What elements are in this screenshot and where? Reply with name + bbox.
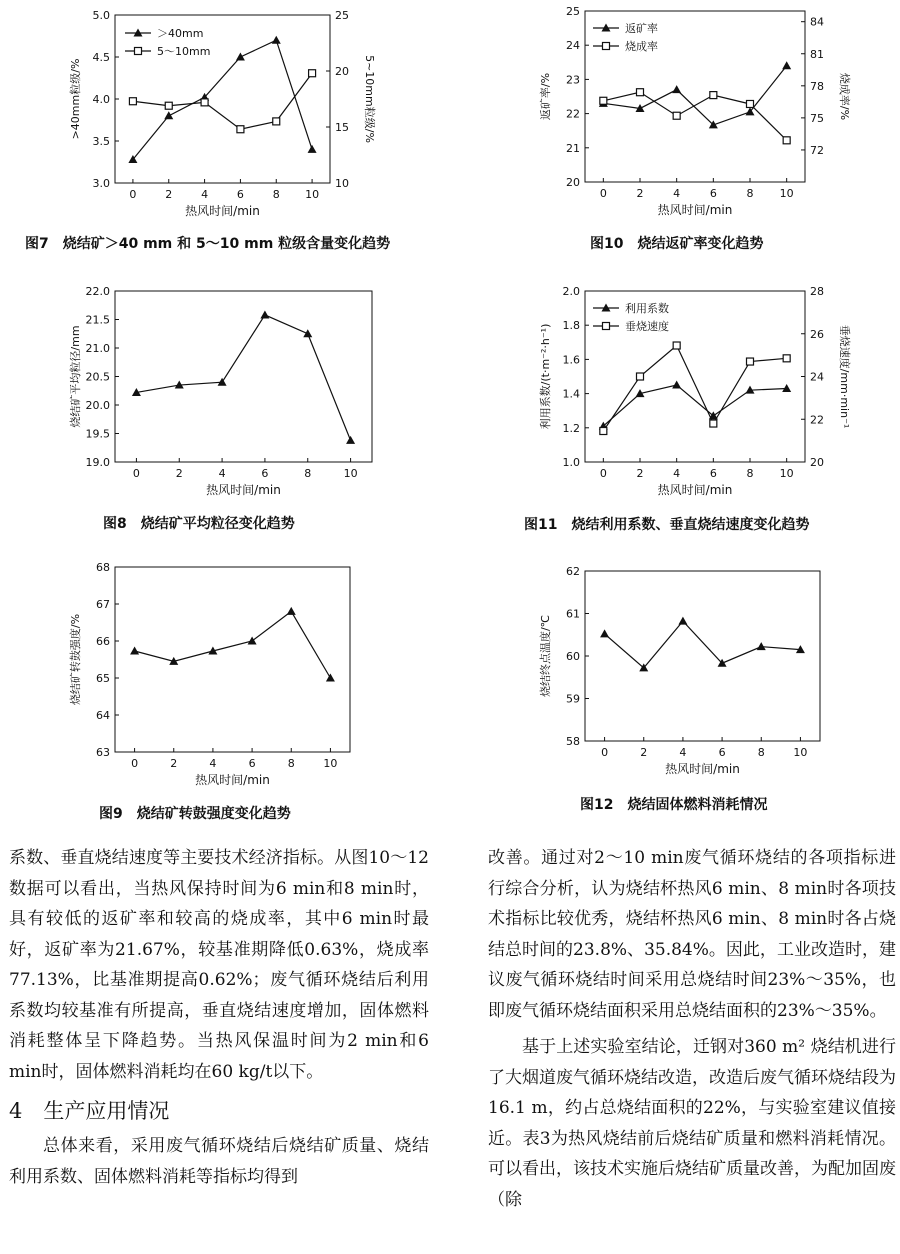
y-left-tick-label: 63: [96, 746, 110, 759]
x-tick-label: 6: [236, 188, 244, 201]
y-left-tick-label: 67: [96, 598, 110, 611]
y-left-tick-label: 61: [566, 607, 580, 621]
y-right-tick-label: 84: [810, 15, 824, 29]
y-left-axis-label: 返矿率/%: [539, 72, 552, 121]
series-line: [605, 621, 801, 668]
y-left-tick-label: 3.0: [92, 177, 110, 190]
y-left-axis-label: >40mm粒级/%: [69, 58, 82, 140]
x-tick-label: 8: [287, 757, 295, 770]
y-right-axis-label: 烧成率/%: [838, 72, 851, 121]
x-tick-label: 2: [165, 188, 173, 201]
x-tick-label: 8: [746, 187, 754, 200]
y-left-tick-label: 25: [566, 5, 580, 18]
x-tick-label: 10: [779, 187, 794, 200]
x-tick-label: 6: [718, 746, 726, 759]
x-tick-label: 2: [636, 467, 644, 480]
y-right-tick-label: 26: [810, 327, 824, 341]
y-right-tick-label: 81: [810, 47, 824, 61]
legend-entry: 利用系数: [625, 302, 669, 315]
y-left-tick-label: 20.0: [85, 399, 110, 412]
y-left-tick-label: 19.0: [85, 456, 110, 469]
y-right-tick-label: 25: [335, 9, 349, 22]
y-left-tick-label: 1.2: [562, 421, 580, 435]
legend-entry: 5～10mm: [157, 45, 211, 58]
x-tick-label: 6: [709, 187, 717, 200]
x-tick-label: 6: [248, 757, 256, 770]
y-left-tick-label: 2.0: [562, 285, 580, 298]
y-left-tick-label: 65: [96, 672, 110, 685]
data-point: [678, 617, 687, 625]
y-left-tick-label: 62: [566, 565, 580, 578]
y-left-tick-label: 1.6: [562, 353, 580, 367]
x-axis-label: 热风时间/min: [206, 483, 281, 497]
x-tick-label: 4: [673, 187, 681, 200]
y-right-tick-label: 22: [810, 413, 824, 427]
x-tick-label: 2: [170, 757, 178, 770]
x-tick-label: 4: [673, 467, 681, 480]
y-left-tick-label: 24: [566, 39, 580, 53]
x-tick-label: 4: [218, 467, 226, 480]
section-heading: 4 生产应用情况: [9, 1099, 170, 1123]
figure-9-caption: 图9 烧结矿转鼓强度变化趋势: [99, 806, 291, 822]
y-left-tick-label: 22.0: [85, 285, 110, 298]
plot-frame: [585, 571, 820, 741]
x-tick-label: 2: [175, 467, 183, 480]
y-left-tick-label: 20.5: [85, 370, 110, 384]
y-left-axis-label: 烧结矿平均粒径/mm: [69, 325, 82, 428]
x-tick-label: 4: [679, 746, 687, 759]
y-left-tick-label: 66: [96, 635, 110, 648]
y-right-tick-label: 20: [335, 65, 349, 78]
x-tick-label: 10: [779, 467, 794, 480]
y-left-tick-label: 19.5: [85, 427, 110, 441]
x-axis-label: 热风时间/min: [195, 773, 270, 787]
x-tick-label: 0: [601, 746, 609, 759]
y-left-tick-label: 1.8: [562, 319, 580, 333]
legend-entry: 返矿率: [625, 22, 658, 35]
y-right-tick-label: 15: [335, 121, 349, 134]
y-right-tick-label: 78: [810, 79, 824, 93]
legend-entry: ＞40mm: [157, 27, 204, 40]
y-left-tick-label: 64: [96, 709, 110, 722]
y-left-axis-label: 烧结终点温度/℃: [539, 614, 552, 698]
x-tick-label: 2: [640, 746, 648, 759]
x-tick-label: 8: [304, 467, 312, 480]
y-left-tick-label: 23: [566, 73, 580, 87]
x-tick-label: 8: [757, 746, 765, 759]
x-tick-label: 10: [793, 746, 808, 759]
figure-8-caption: 图8 烧结矿平均粒径变化趋势: [103, 516, 295, 532]
data-point: [757, 642, 766, 650]
figure-12-caption: 图12 烧结固体燃料消耗情况: [580, 797, 768, 813]
y-left-tick-label: 58: [566, 735, 580, 748]
y-left-axis-label: 烧结矿转鼓强度/%: [69, 613, 82, 706]
x-tick-label: 8: [746, 467, 754, 480]
y-right-tick-label: 72: [810, 143, 824, 157]
y-left-tick-label: 21.0: [85, 342, 110, 355]
x-tick-label: 6: [709, 467, 717, 480]
y-left-tick-label: 59: [566, 692, 580, 706]
y-left-axis-label: 利用系数/(t·m⁻²·h⁻¹): [539, 323, 552, 430]
legend-entry: 烧成率: [625, 40, 658, 53]
y-right-tick-label: 10: [335, 177, 349, 190]
x-tick-label: 0: [131, 757, 139, 770]
y-left-tick-label: 5.0: [92, 9, 110, 22]
x-tick-label: 0: [599, 467, 607, 480]
figure-10-caption: 图10 烧结返矿率变化趋势: [590, 236, 764, 252]
right-paragraph-2: 基于上述实验室结论，迁钢对360 m² 烧结机进行了大烟道废气循环烧结改造，改造后废气循环烧结段为16.1 m，约占总烧结面积的22%，与实验室建议值接近。表3为热风烧结前后烧结矿质量和燃料消耗情况。可以看出，该技术实施后烧结矿质量改善，为配加固废（除: [488, 1037, 896, 1210]
y-left-tick-label: 21: [566, 141, 580, 155]
x-tick-label: 0: [132, 467, 140, 480]
y-left-tick-label: 20: [566, 176, 580, 189]
x-axis-label: 热风时间/min: [185, 204, 260, 218]
x-axis-label: 热风时间/min: [657, 203, 733, 217]
y-right-tick-label: 20: [810, 456, 824, 469]
x-tick-label: 10: [343, 467, 358, 480]
left-paragraph-1: 系数、垂直烧结速度等主要技术经济指标。从图10～12数据可以看出，当热风保持时间为6 min和8 min时，具有较低的返矿率和较高的烧成率，其中6 min时最好，返矿率为21.67%，较基准期降低0.63%，烧成率77.13%，比基准期提高0.62%；废气循环烧结后利用系数均较基准有所提高，垂直烧结速度增加，固体燃料消耗整体呈下降趋势。当热风保温时间为2 min和6 min时，固体燃料消耗均在60 kg/t以下。: [9, 848, 429, 1082]
left-column: [9, 843, 429, 1192]
x-axis-label: 热风时间/min: [657, 483, 733, 497]
y-left-tick-label: 1.4: [562, 387, 580, 401]
legend-entry: 垂烧速度: [625, 320, 669, 333]
right-paragraph-1: 改善。通过对2～10 min废气循环烧结的各项指标进行综合分析，认为烧结杯热风6 min、8 min时各项技术指标比较优秀，烧结杯热风6 min、8 min时各占烧结总时间的23.8%、35.84%。因此，工业改造时，建议废气循环烧结时间采用总烧结时间23%～35%，也即废气循环烧结面积采用总烧结面积的23%～35%。: [488, 848, 896, 1021]
y-left-tick-label: 1.0: [562, 456, 580, 469]
y-left-tick-label: 60: [566, 650, 580, 663]
y-right-axis-label: 5~10mm粒级/%: [363, 55, 376, 143]
data-point: [600, 629, 609, 637]
y-left-tick-label: 22: [566, 107, 580, 121]
y-left-tick-label: 21.5: [85, 313, 110, 327]
x-tick-label: 2: [636, 187, 644, 200]
x-tick-label: 4: [201, 188, 209, 201]
x-tick-label: 10: [323, 757, 338, 770]
x-tick-label: 4: [209, 757, 217, 770]
x-tick-label: 10: [305, 188, 320, 201]
y-left-tick-label: 4.5: [92, 51, 110, 64]
y-left-tick-label: 4.0: [92, 93, 110, 106]
y-right-tick-label: 75: [810, 111, 824, 125]
right-column: [488, 843, 896, 1215]
x-tick-label: 0: [129, 188, 137, 201]
y-right-tick-label: 28: [810, 285, 824, 298]
x-tick-label: 6: [261, 467, 269, 480]
x-tick-label: 0: [599, 187, 607, 200]
y-left-tick-label: 68: [96, 561, 110, 574]
y-left-tick-label: 3.5: [92, 135, 110, 148]
x-tick-label: 8: [272, 188, 280, 201]
x-axis-label: 热风时间/min: [665, 762, 740, 776]
left-paragraph-2: 总体来看，采用废气循环烧结后烧结矿质量、烧结利用系数、固体燃料消耗等指标均得到: [9, 1136, 429, 1187]
y-right-axis-label: 垂烧速度/mm·min⁻¹: [838, 324, 851, 429]
y-right-tick-label: 24: [810, 370, 824, 384]
figure-11-caption: 图11 烧结利用系数、垂直烧结速度变化趋势: [524, 517, 810, 533]
figure-7-caption: 图7 烧结矿＞40 mm 和 5～10 mm 粒级含量变化趋势: [25, 236, 391, 252]
